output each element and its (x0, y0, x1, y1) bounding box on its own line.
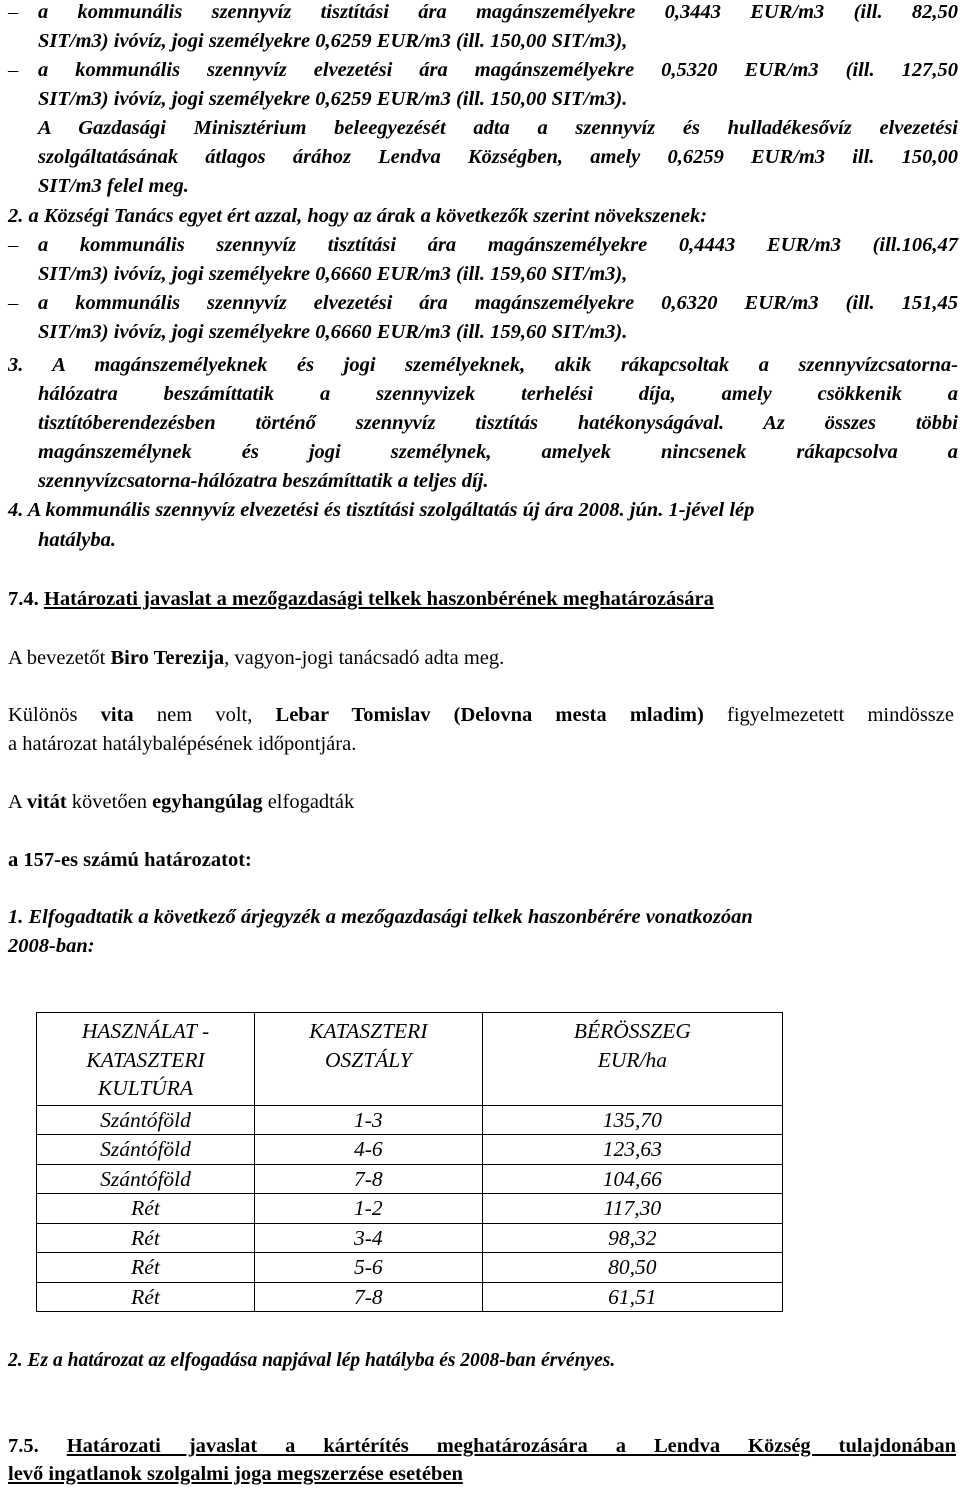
table-cell: 104,66 (482, 1164, 782, 1194)
point-4-line: hatályba. (38, 529, 117, 551)
dash-bullet: – (8, 234, 19, 256)
header-line: KATASZTERI (309, 1019, 428, 1043)
text-span: A bevezetőt (8, 647, 111, 669)
table-header-row (37, 1013, 783, 1106)
text-span: követően (66, 791, 153, 813)
table-cell: Szántóföld (37, 1105, 255, 1135)
header-line: EUR/ha (597, 1047, 667, 1072)
column-header-amount (482, 1013, 782, 1106)
rent-price-table (36, 1012, 783, 1312)
point-3-line: hálózatra beszámíttatik a szennyvizek terhelési díja, amely csökkenik a (38, 383, 958, 405)
point-3-line: szennyvízcsatorna-hálózatra beszámíttatik a teljes díj. (38, 470, 489, 492)
ministry-paragraph-line: A Gazdasági Minisztérium beleegyezését adta a szennyvíz és hulladékesővíz elvezetési (38, 117, 958, 139)
table-cell: 117,30 (482, 1194, 782, 1224)
list-item-line: a kommunális szennyvíz tisztítási ára magánszemélyekre 0,4443 EUR/m3 (ill.106,47 (38, 234, 958, 256)
header-line: KULTÚRA (97, 1076, 194, 1100)
list-item-line: a kommunális szennyvíz elvezetési ára magánszemélyekre 0,5320 EUR/m3 (ill. 127,50 (38, 59, 958, 81)
list-item-line: a kommunális szennyvíz tisztítási ára magánszemélyekre 0,3443 EUR/m3 (ill. 82,50 (38, 1, 958, 23)
section-heading (8, 585, 714, 614)
speaker-name: Lebar Tomislav (Delovna mesta mladim) (275, 704, 704, 726)
text-span: Különös (8, 704, 101, 726)
column-header-use (37, 1013, 255, 1106)
point-3-line: magánszemélynek és jogi személynek, amelyek nincsenek rákapcsolva a (38, 441, 958, 463)
bold-term: vita (100, 704, 134, 726)
point-2-heading: 2. a Községi Tanács egyet ért azzal, hogy az árak a következők szerint növekszenek: (8, 205, 708, 227)
text-span: , vagyon-jogi tanácsadó adta meg. (224, 647, 505, 669)
list-item-line: SIT/m3) ivóvíz, jogi személyekre 0,6660 EUR/m3 (ill. 159,60 SIT/m3). (38, 321, 628, 343)
resolution-item-1-line: 2008-ban: (8, 935, 95, 957)
section-number: 7.5. (8, 1435, 39, 1457)
text-span: A (8, 791, 27, 813)
table-row (37, 1105, 783, 1135)
table-cell: 3-4 (255, 1223, 483, 1253)
header-line: KATASZTERI (86, 1047, 205, 1072)
list-item-line: SIT/m3) ivóvíz, jogi személyekre 0,6660 EUR/m3 (ill. 159,60 SIT/m3), (38, 263, 628, 285)
list-item-line: a kommunális szennyvíz elvezetési ára magánszemélyekre 0,6320 EUR/m3 (ill. 151,45 (38, 292, 958, 314)
list-item-line: SIT/m3) ivóvíz, jogi személyekre 0,6259 EUR/m3 (ill. 150,00 SIT/m3). (38, 88, 628, 110)
column-header-class (255, 1013, 483, 1106)
speaker-name: Biro Terezija (110, 647, 225, 669)
section-title: levő ingatlanok szolgalmi joga megszerzése esetében (8, 1463, 463, 1485)
table-cell: Szántóföld (37, 1135, 255, 1165)
table-cell: 61,51 (482, 1282, 782, 1312)
list-item-line: SIT/m3) ivóvíz, jogi személyekre 0,6259 EUR/m3 (ill. 150,00 SIT/m3), (38, 30, 628, 52)
table-cell: 1-3 (255, 1105, 483, 1135)
table-row (37, 1194, 783, 1224)
table-cell: 7-8 (255, 1164, 483, 1194)
table-row (37, 1282, 783, 1312)
table-cell: Rét (37, 1223, 255, 1253)
dash-bullet: – (8, 292, 19, 314)
section-title-continued (8, 1460, 463, 1489)
table-cell: 123,63 (482, 1135, 782, 1165)
section-heading (8, 1432, 956, 1461)
text-span: nem volt, (133, 704, 276, 726)
header-line: HASZNÁLAT - (81, 1019, 210, 1043)
point-4-line: 4. A kommunális szennyvíz elvezetési és tisztítási szolgáltatás új ára 2008. jún. 1-jével lép (8, 499, 755, 521)
table-row (37, 1164, 783, 1194)
table-cell: Rét (37, 1282, 255, 1312)
table-row (37, 1253, 783, 1283)
section-title: Határozati javaslat a mezőgazdasági telkek haszonbérének meghatározására (43, 588, 714, 610)
table-row (37, 1135, 783, 1165)
table-cell: 80,50 (482, 1253, 782, 1283)
table-cell: 5-6 (255, 1253, 483, 1283)
section-number: 7.4. (8, 588, 39, 610)
text-span: figyelmezetett mindössze (703, 704, 954, 726)
ministry-paragraph-line: szolgáltatásának átlagos árához Lendva Községben, amely 0,6259 EUR/m3 ill. 150,00 (38, 146, 958, 168)
resolution-item-2: 2. Ez a határozat az elfogadása napjával lép hatályba és 2008-ban érvényes. (8, 1350, 616, 1371)
section-title: Határozati javaslat a kártérítés meghatározására a Lendva Község tulajdonában (66, 1435, 956, 1457)
dash-bullet: – (8, 1, 19, 23)
ministry-paragraph-line: SIT/m3 felel meg. (38, 175, 189, 197)
adoption-paragraph (8, 788, 354, 817)
resolution-heading: a 157-es számú határozatot: (8, 849, 252, 871)
table-cell: 7-8 (255, 1282, 483, 1312)
point-3-line: tisztítóberendezésben történő szennyvíz tisztítás hatékonyságával. Az összes többi (38, 412, 958, 434)
table-cell: 98,32 (482, 1223, 782, 1253)
table-cell: 1-2 (255, 1194, 483, 1224)
table-cell: 135,70 (482, 1105, 782, 1135)
table-cell: Rét (37, 1194, 255, 1224)
header-line: OSZTÁLY (324, 1047, 412, 1072)
table-cell: 4-6 (255, 1135, 483, 1165)
resolution-item-1-line: 1. Elfogadtatik a következő árjegyzék a mezőgazdasági telkek haszonbérére vonatkozóan (8, 906, 753, 928)
table-row (37, 1223, 783, 1253)
debate-paragraph-line: a határozat hatálybalépésének időpontjára. (8, 733, 357, 755)
intro-paragraph (8, 644, 504, 673)
table-cell: Rét (37, 1253, 255, 1283)
debate-paragraph-line (8, 701, 954, 730)
header-line: BÉRÖSSZEG (573, 1019, 691, 1043)
table-cell: Szántóföld (37, 1164, 255, 1194)
bold-term: vitát (26, 791, 67, 813)
bold-term: egyhangúlag (152, 791, 263, 813)
dash-bullet: – (8, 59, 19, 81)
point-3-line: 3. A magánszemélyeknek és jogi személyeknek, akik rákapcsoltak a szennyvízcsatorna- (8, 354, 958, 376)
text-span: elfogadták (262, 791, 355, 813)
